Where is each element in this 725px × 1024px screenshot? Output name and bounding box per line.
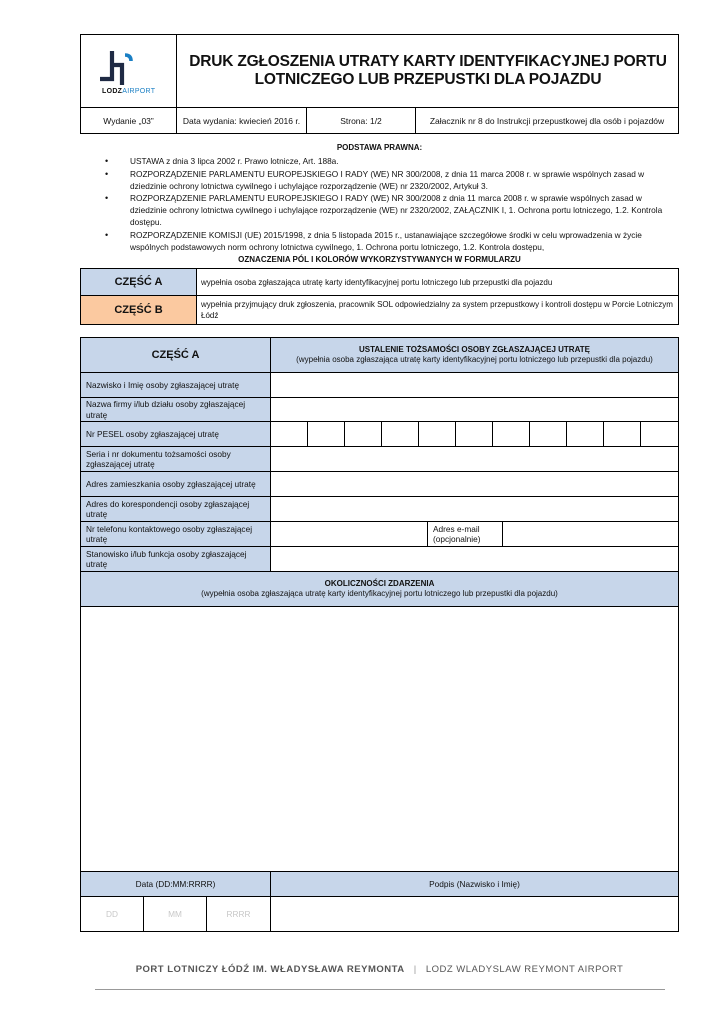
footer-text	[80, 964, 679, 975]
lodz-airport-logo-icon	[98, 49, 134, 87]
circumstances-title: OKOLICZNOŚCI ZDARZENIA	[324, 578, 435, 588]
pesel-digit-box[interactable]	[456, 422, 493, 447]
position-input[interactable]	[271, 547, 678, 572]
form-part-a-label: CZĘŚĆ A	[81, 338, 271, 373]
date-label: Data (DD:MM:RRRR)	[81, 872, 271, 897]
legend-part-b-desc: wypełnia przyjmujący druk zgłoszenia, pracownik SOL odpowiedzialny za system przepustkowy i kontroli dostępu w Porcie Lotniczym Łódź	[201, 300, 673, 320]
logo-cell	[81, 35, 177, 107]
legal-basis-title: PODSTAWA PRAWNA:	[336, 143, 423, 152]
legal-item: • ROZPORZĄDZENIE PARLAMENTU EUROPEJSKIEGO I RADY (WE) NR 300/2008, z dnia 11 marca 2008 r. w sprawie wspólnych zasad w dziedzinie ochrony lotnictwa cywilnego i uchylające rozporządzenie (WE) nr 2320/2002, Artykuł 3.	[104, 168, 676, 192]
pesel-digit-box[interactable]	[530, 422, 567, 447]
phone-label: Nr telefonu kontaktowego osoby zgłaszającej utratę	[81, 522, 271, 547]
logo-brand-main: LODZ	[102, 88, 123, 95]
pesel-label: Nr PESEL osoby zgłaszającej utratę	[81, 422, 271, 447]
pesel-digit-box[interactable]	[641, 422, 678, 447]
legend-part-a-label: CZĘŚĆ A	[81, 269, 197, 295]
footer-right: LODZ WLADYSLAW REYMONT AIRPORT	[425, 964, 624, 975]
legend-part-a-desc: wypełnia osoba zgłaszająca utratę karty identyfikacyjnej portu lotniczego lub przepustki dla pojazdu	[201, 277, 553, 287]
position-label: Stanowisko i/lub funkcja osoby zgłaszającej utratę	[81, 547, 271, 572]
logo-text	[102, 88, 155, 95]
logo-brand-accent: AIRPORT	[122, 88, 156, 95]
pesel-digit-box[interactable]	[345, 422, 382, 447]
meta-attachment: Załacznik nr 8 do Instrukcji przepustkowej dla osób i pojazdów	[429, 115, 665, 126]
correspondence-address-input[interactable]	[271, 497, 678, 522]
pesel-digit-box[interactable]	[271, 422, 308, 447]
legal-item: • ROZPORZĄDZENIE PARLAMENTU EUROPEJSKIEGO I RADY (WE) NR 300/2008 z dnia 11 marca 2008 r. w sprawie wspólnych zasad w dziedzinie ochrony lotnictwa cywilnego i uchylające rozporządzenie (WE) nr 2320/2002, ZAŁĄCZNIK I, 1. Ochrona portu lotniczego, 1.2. Kontrola dostępu.	[104, 192, 676, 228]
document-title	[177, 35, 679, 107]
legend-title: OZNACZENIA PÓL I KOLORÓW WYKORZYSTYWANYCH W FORMULARZU	[238, 255, 521, 264]
legend-part-b-label: CZĘŚĆ B	[81, 296, 197, 324]
footer-left: PORT LOTNICZY ŁÓDŹ IM. WŁADYSŁAWA REYMONTA	[135, 964, 405, 975]
signature-label: Podpis (Nazwisko i Imię)	[271, 872, 678, 897]
address-label: Adres zamieszkania osoby zgłaszającej utratę	[81, 472, 271, 497]
phone-input[interactable]	[271, 522, 428, 547]
meta-page: Strona: 1/2	[307, 108, 416, 133]
circumstances-subtitle: (wypełnia osoba zgłaszająca utratę karty identyfikacyjnej portu lotniczego lub przepustki dla pojazdu)	[201, 589, 558, 598]
title-line-1: DRUK ZGŁOSZENIA UTRATY KARTY IDENTYFIKACYJNEJ PORTU	[189, 53, 667, 70]
signature-input[interactable]	[271, 897, 678, 931]
date-month-input[interactable]: MM	[144, 897, 207, 931]
legal-item: • ROZPORZĄDZENIE KOMISJI (UE) 2015/1998, z dnia 5 listopada 2015 r., ustanawiające szczegółowe środki w celu wprowadzenia w życie wspólnych podstawowych norm ochrony lotnictwa cywilnego, 1. Ochrona portu lotniczego, 1.2. Kontrola dostępu,	[104, 229, 676, 253]
pesel-digit-box[interactable]	[382, 422, 419, 447]
email-input[interactable]	[503, 522, 678, 547]
meta-edition: Wydanie „03”	[81, 108, 177, 133]
legend-row-part-a	[81, 269, 678, 296]
address-input[interactable]	[271, 472, 678, 497]
legend-row-part-b	[81, 296, 678, 324]
meta-issue-date: Data wydania: kwiecień 2016 r.	[177, 108, 307, 133]
identity-section-header	[271, 338, 678, 373]
correspondence-address-label: Adres do korespondencji osoby zgłaszającej utratę	[81, 497, 271, 522]
document-header	[80, 34, 679, 134]
legend-table	[80, 268, 679, 325]
email-label: Adres e-mail (opcjonalnie)	[428, 522, 503, 547]
circumstances-header	[81, 572, 678, 607]
footer-divider	[95, 989, 665, 990]
company-input[interactable]	[271, 398, 678, 422]
name-input[interactable]	[271, 373, 678, 398]
identity-section-subtitle: (wypełnia osoba zgłaszająca utratę karty identyfikacyjnej portu lotniczego lub przepustki dla pojazdu)	[296, 355, 653, 364]
meta-row	[81, 107, 678, 133]
footer-separator: |	[413, 964, 417, 975]
pesel-digit-box[interactable]	[419, 422, 456, 447]
identity-section-title: USTALENIE TOŻSAMOŚCI OSOBY ZGŁASZAJĄCEJ UTRATĘ	[359, 344, 590, 354]
company-label: Nazwa firmy i/lub działu osoby zgłaszającej utratę	[81, 398, 271, 422]
pesel-digit-box[interactable]	[567, 422, 604, 447]
legal-basis-list	[104, 155, 676, 253]
id-document-label: Seria i nr dokumentu tożsamości osoby zgłaszającej utratę	[81, 447, 271, 472]
title-line-2: LOTNICZEGO LUB PRZEPUSTKI DLA POJAZDU	[254, 71, 602, 88]
date-year-input[interactable]: RRRR	[207, 897, 271, 931]
loss-report-form	[80, 337, 679, 932]
id-document-input[interactable]	[271, 447, 678, 472]
pesel-digit-box[interactable]	[493, 422, 530, 447]
date-day-input[interactable]: DD	[81, 897, 144, 931]
pesel-digit-box[interactable]	[604, 422, 641, 447]
pesel-digit-box[interactable]	[308, 422, 345, 447]
legal-item: • USTAWA z dnia 3 lipca 2002 r. Prawo lotnicze, Art. 188a.	[104, 155, 676, 167]
circumstances-textarea[interactable]	[81, 607, 678, 872]
name-label: Nazwisko i Imię osoby zgłaszającej utratę	[81, 373, 271, 398]
